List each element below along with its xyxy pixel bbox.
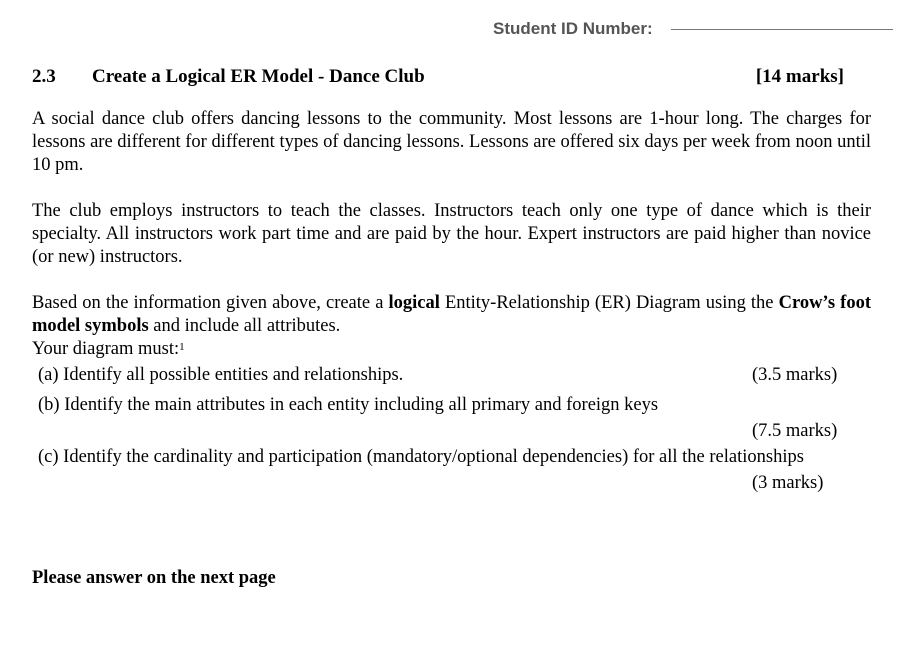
question-number: 2.3 (32, 66, 56, 87)
question-title: Create a Logical ER Model - Dance Club (92, 66, 425, 87)
student-id-line (671, 29, 893, 30)
paragraph-instructors: The club employs instructors to teach the classes. Instructors teach only one type of dance which is their specialty. All instructors work part time and are paid by the hour. Expert instructors are paid higher than novice (or new) instructors. (32, 201, 871, 267)
task-bold-logical: logical (388, 293, 440, 313)
question-marks: [14 marks] (755, 66, 844, 87)
diagram-intro-text: Your diagram must: (32, 339, 180, 359)
item-a-label: (a) Identify all possible entities and relationships. (38, 365, 404, 385)
footnote-marker: 1 (179, 341, 185, 353)
diagram-intro (32, 338, 185, 361)
task-bold-crows-foot: Crow’s foot model symbols (32, 293, 871, 336)
paragraph-club-description: A social dance club offers dancing lessons to the community. Most lessons are 1-hour long. The charges for lessons are different for different types of dancing lessons. Lessons are offered six days per week from noon until 10 pm. (32, 109, 871, 175)
task-text-3: and include all attributes. (148, 316, 341, 336)
item-c-marks: (3 marks) (752, 473, 824, 493)
item-b-marks: (7.5 marks) (752, 421, 838, 441)
item-a-marks: (3.5 marks) (752, 365, 838, 385)
item-b-label: (b) Identify the main attributes in each entity including all primary and foreign keys (38, 395, 659, 415)
task-text-1: Based on the information given above, create a (32, 293, 389, 313)
task-text-2: Entity-Relationship (ER) Diagram using the (439, 293, 779, 313)
answer-note: Please answer on the next page (32, 568, 276, 588)
paragraph-task (32, 292, 871, 338)
item-c-label: (c) Identify the cardinality and participation (mandatory/optional dependencies) for all the relationships (38, 447, 804, 467)
student-id-label: Student ID Number: (493, 19, 653, 38)
